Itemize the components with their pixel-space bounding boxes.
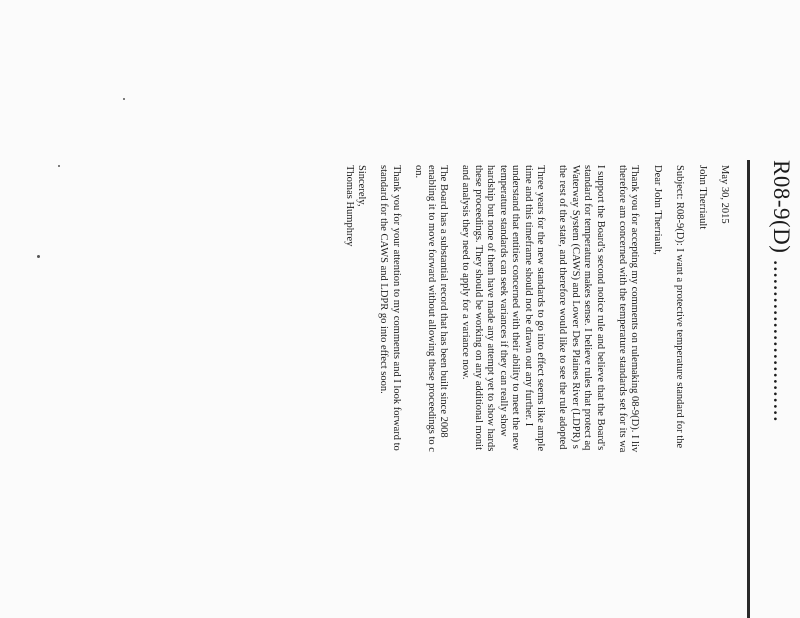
letter-closing <box>342 165 367 618</box>
letter-subject: Subject: R08-9(D): I want a protective temperature standard for the <box>674 165 686 449</box>
letter-salutation: Dear John Therriault, <box>651 165 663 255</box>
closing-text: Sincerely, <box>356 165 368 207</box>
document-title <box>768 160 794 422</box>
scan-speck <box>58 165 60 167</box>
letter-body <box>342 165 730 618</box>
signature-name: Thomas Humphrey <box>343 165 355 247</box>
title-rule <box>747 160 750 618</box>
scan-speck <box>123 98 125 100</box>
paragraph-2: I support the Board's second notice rule and believe that the Board's standard for temperature makes sense. I believe rules that protect aq Waterway System (CAWS) and Lower Des Plaines River (LDPR) s the rest of the state, and therefore would like to see the rule adopted <box>557 165 606 451</box>
paragraph-1: Thank you for accepting my comments on rulemaking 08-9(D). I liv therefore am concerned with the temperature standards set for its wa <box>616 165 641 453</box>
title-text: R08-9(D) <box>769 160 794 254</box>
paragraph-4: The Board has a substantial record that has been built since 2008 enabling it to move forward without allowing these proceedings to c on. <box>413 165 450 452</box>
letter-recipient: John Therriault <box>696 165 708 230</box>
scan-speck <box>37 255 40 258</box>
paragraph-5: Thank you for your attention to my comments and I look forward to standard for the CAWS and LDPR go into effect soon. <box>378 165 402 451</box>
paragraph-3: Three years for the new standards to go into effect seems like ample time and this timeframe should not be drawn out any further. I understand that entities concerned with their ability to meet the new temperature standards can seek variances if they can really show hardship but none of them have made any attempt yet to show hards these proceedings. They should be working on any additional monit and analysis they need to apply for a variance now. <box>460 165 546 452</box>
title-leader: .......................... <box>769 259 794 423</box>
letter-date: May 30, 2015 <box>719 165 730 224</box>
